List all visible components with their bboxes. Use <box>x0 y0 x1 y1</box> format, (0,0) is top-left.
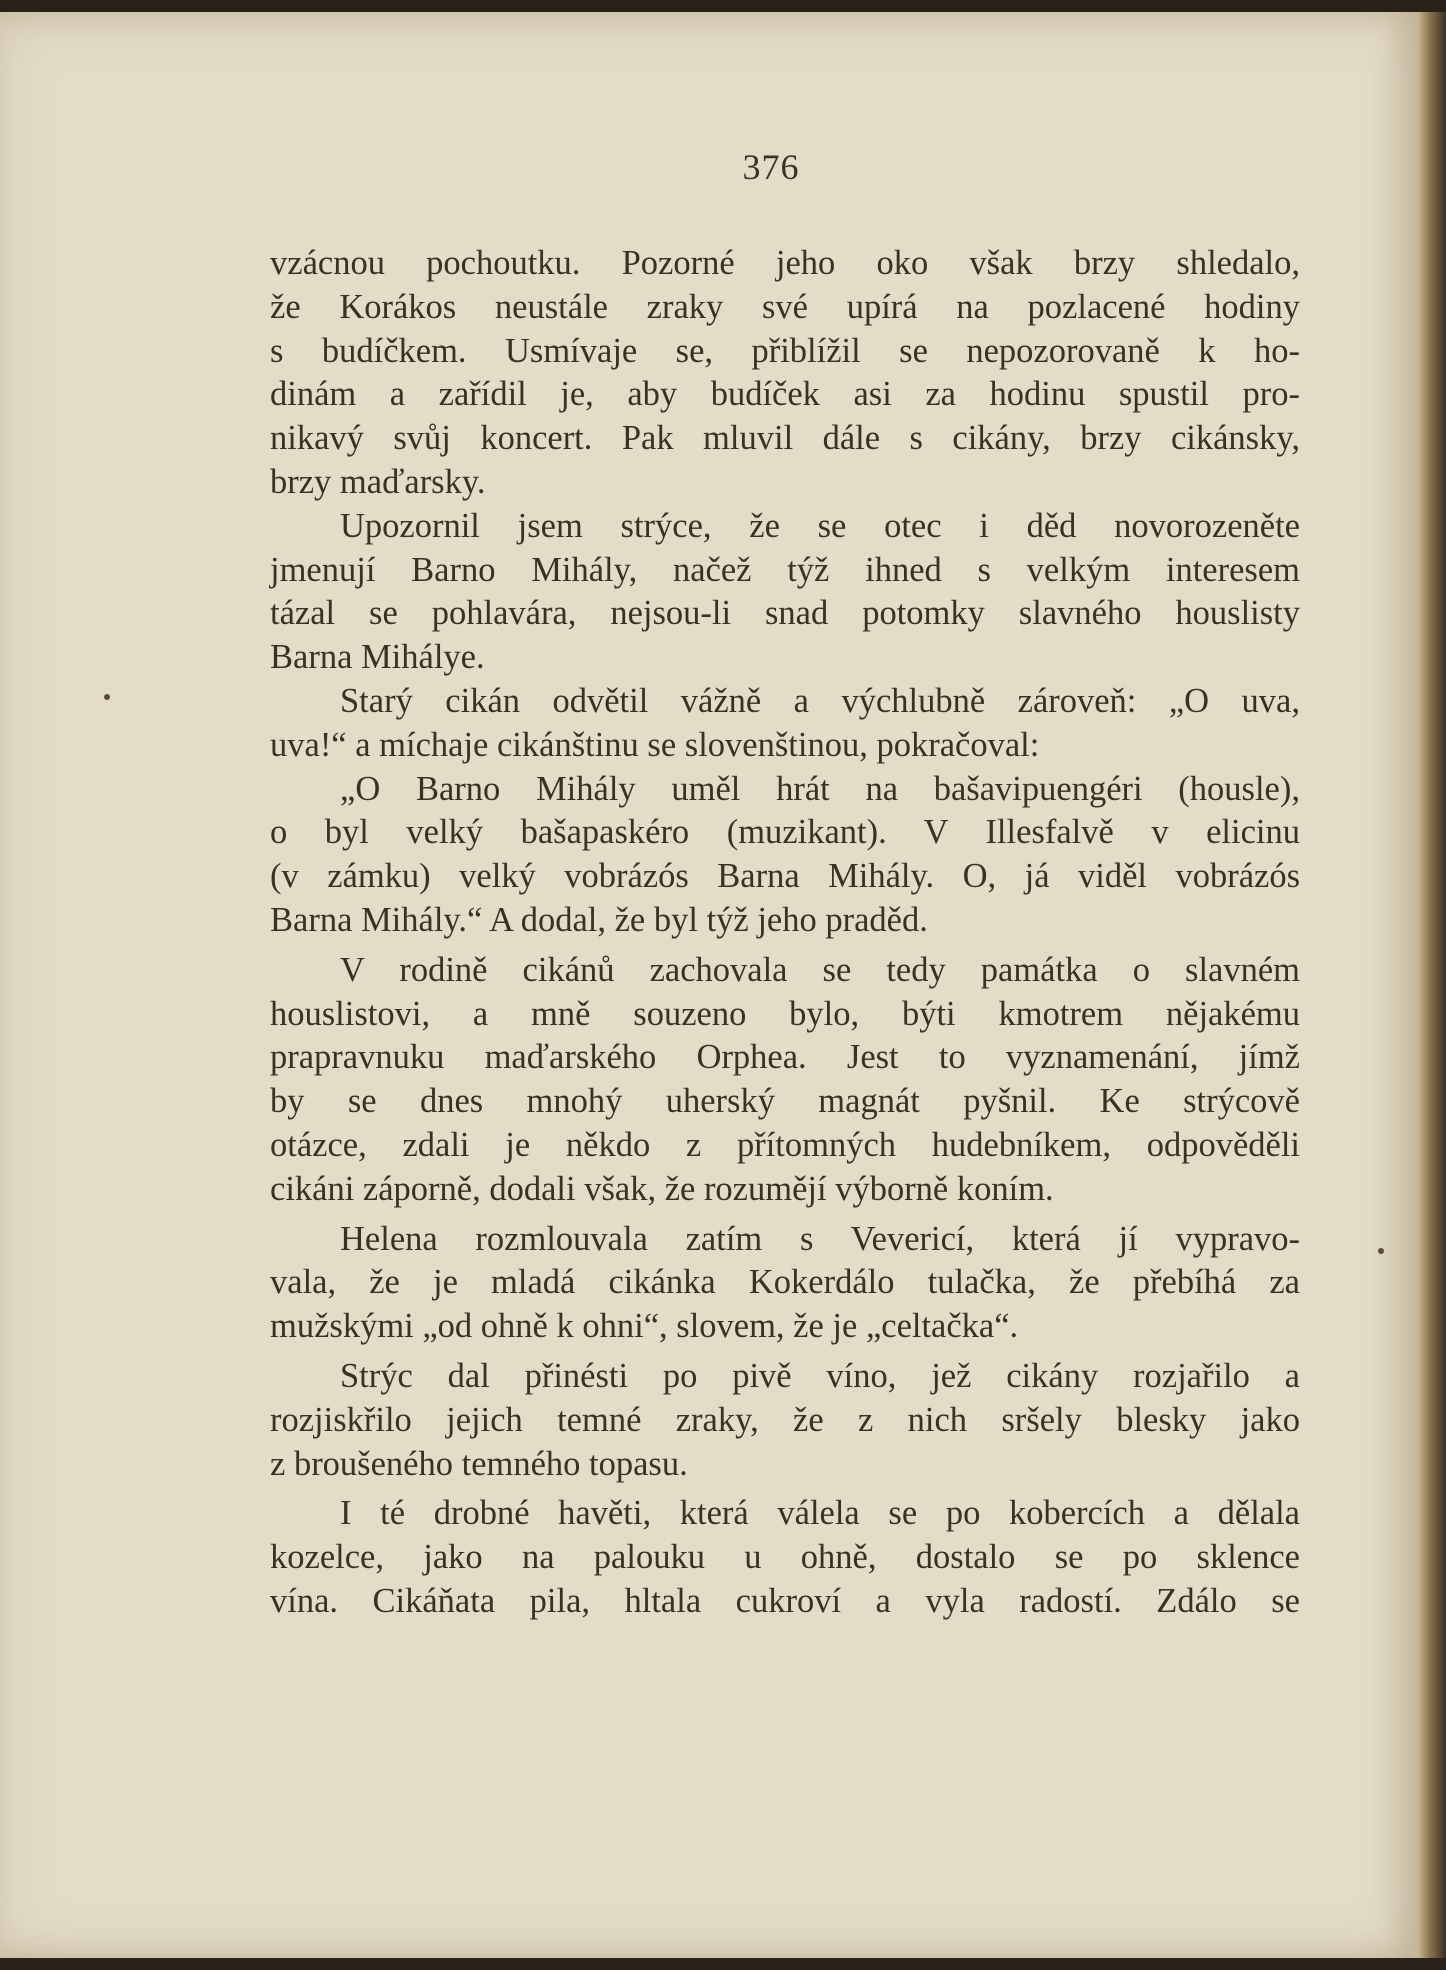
page-number: 376 <box>742 147 800 187</box>
text-line: uva!“ a míchaje cikánštinu se slovenštinou, pokračoval: <box>270 725 1040 764</box>
text-line: kozelce, jako na palouku u ohně, dostalo se po sklence <box>270 1538 1300 1577</box>
text-line: mužskými „od ohně k ohni“, slovem, že je „celtačka“. <box>270 1307 1019 1346</box>
text-line: „O Barno Mihály uměl hrát na bašavipuengéri (housle), <box>340 769 1300 808</box>
text-line: vala, že je mladá cikánka Kokerdálo tulačka, že přebíhá za <box>270 1263 1300 1302</box>
text-line: prapravnuku maďarského Orphea. Jest to vyznamenání, jímž <box>270 1038 1300 1077</box>
text-line: o byl velký bašapaskéro (muzikant). V Illesfalvě v elicinu <box>270 813 1300 852</box>
text-line: Helena rozmlouvala zatím s Vevericí, která jí vypravo- <box>340 1219 1300 1258</box>
text-line: brzy maďarsky. <box>270 462 486 501</box>
text-line: vína. Cikáňata pila, hltala cukroví a vyla radostí. Zdálo se <box>270 1581 1300 1620</box>
text-line: (v zámku) velký vobrázós Barna Mihály. O, já viděl vobrázós <box>270 857 1300 896</box>
text-line: otázce, zdali je někdo z přítomných hudebníkem, odpověděli <box>270 1125 1300 1164</box>
text-line: že Korákos neustále zraky své upírá na pozlacené hodiny <box>270 287 1300 326</box>
text-line: houslistovi, a mně souzeno bylo, býti kmotrem nějakému <box>270 994 1300 1033</box>
text-line: I té drobné havěti, která válela se po kobercích a dělala <box>340 1494 1300 1533</box>
text-line: Barna Mihályе. <box>270 638 485 677</box>
text-line: Upozornil jsem strýce, že se otec i děd novorozeněte <box>340 506 1300 545</box>
text-line: s budíčkem. Usmívaje se, přiblížil se nepozorovaně k ho- <box>270 331 1300 370</box>
book-spine-edge <box>1418 12 1446 1958</box>
print-speck <box>104 694 110 700</box>
page-text <box>270 242 1300 1624</box>
text-line: Starý cikán odvětil vážně a výchlubně zároveň: „O uva, <box>340 681 1300 720</box>
text-line: Barna Mihály.“ A dodal, že byl týž jeho praděd. <box>270 900 928 939</box>
text-line: dinám a zařídil je, aby budíček asi za hodinu spustil pro- <box>270 375 1300 414</box>
text-line: by se dnes mnohý uherský magnát pyšnil. Ke strýcově <box>270 1082 1300 1121</box>
text-line: tázal se pohlavára, nejsou-li snad potomky slavného houslisty <box>270 594 1300 633</box>
text-line: jmenují Barno Mihály, načež týž ihned s velkým interesem <box>270 550 1300 589</box>
text-line: rozjiskřilo jejich temné zraky, že z nich sršely blesky jako <box>270 1400 1300 1439</box>
text-line: Strýc dal přinésti po pivě víno, jež cikány rozjařilo a <box>340 1356 1300 1395</box>
text-line: cikáni záporně, dodali však, že rozumějí výborně koním. <box>270 1169 1054 1208</box>
print-speck <box>1378 1248 1384 1254</box>
text-line: vzácnou pochoutku. Pozorné jeho oko však brzy shledalo, <box>270 244 1300 282</box>
text-line: z broušeného temného topasu. <box>270 1444 688 1483</box>
text-line: nikavý svůj koncert. Pak mluvil dále s cikány, brzy cikánsky, <box>270 419 1300 458</box>
text-line: V rodině cikánů zachovala se tedy památka o slavném <box>340 950 1300 989</box>
